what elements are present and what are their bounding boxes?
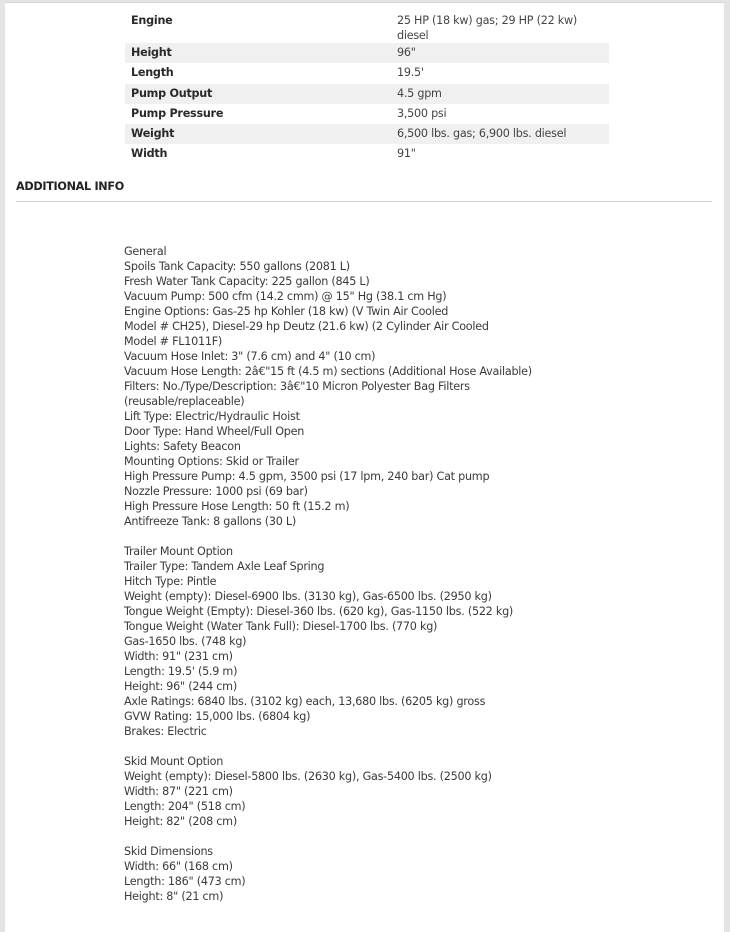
spec-label: Engine — [131, 14, 173, 27]
spec-label: Height — [125, 43, 391, 63]
info-line: Nozzle Pressure: 1000 psi (69 bar) — [124, 485, 308, 498]
info-line: Width: 66" (168 cm) — [124, 860, 233, 873]
info-line: Spoils Tank Capacity: 550 gallons (2081 L) — [124, 260, 350, 273]
info-line: Gas-1650 lbs. (748 kg) — [124, 635, 247, 648]
info-line: Brakes: Electric — [124, 725, 207, 738]
spec-value: 4.5 gpm — [391, 84, 609, 104]
info-line: Weight (empty): Diesel-5800 lbs. (2630 kg), Gas-5400 lbs. (2500 kg) — [124, 770, 492, 783]
spec-row — [125, 63, 609, 83]
info-line: Length: 19.5' (5.9 m) — [124, 665, 238, 678]
info-group — [124, 844, 544, 904]
spec-value: 91" — [397, 147, 416, 161]
additional-info-heading: ADDITIONAL INFO — [16, 180, 124, 193]
info-line: Model # CH25), Diesel-29 hp Deutz (21.6 kw) (2 Cylinder Air Cooled — [124, 320, 489, 333]
info-group — [124, 544, 544, 739]
content-card — [5, 2, 724, 932]
spec-label: Length — [131, 66, 174, 80]
spec-label: Pump Pressure — [131, 106, 224, 120]
info-line: Tongue Weight (Water Tank Full): Diesel-1700 lbs. (770 kg) — [124, 620, 438, 633]
info-line: Lift Type: Electric/Hydraulic Hoist — [124, 410, 300, 423]
info-line: Trailer Type: Tandem Axle Leaf Spring — [124, 560, 325, 573]
info-line: Height: 8" (21 cm) — [124, 890, 224, 903]
specifications-table — [125, 11, 609, 165]
info-line: Door Type: Hand Wheel/Full Open — [124, 425, 305, 438]
info-line: Width: 87" (221 cm) — [124, 785, 233, 798]
info-line: Filters: No./Type/Description: 3â€"10 Micron Polyester Bag Filters — [124, 380, 470, 393]
spec-row — [125, 104, 609, 124]
info-line: Tongue Weight (Empty): Diesel-360 lbs. (620 kg), Gas-1150 lbs. (522 kg) — [124, 605, 514, 618]
spec-row — [125, 84, 609, 104]
info-line: Model # FL1011F) — [124, 335, 223, 348]
spec-value: 25 HP (18 kw) gas; 29 HP (22 kw) diesel — [397, 14, 577, 42]
info-line: (reusable/replaceable) — [124, 395, 245, 408]
info-line: Hitch Type: Pintle — [124, 575, 217, 588]
info-line: Vacuum Hose Inlet: 3" (7.6 cm) and 4" (10 cm) — [124, 350, 376, 363]
spec-row — [125, 144, 609, 164]
spec-row — [125, 11, 609, 43]
info-line: Vacuum Hose Length: 2â€"15 ft (4.5 m) sections (Additional Hose Available) — [124, 365, 532, 378]
info-group — [124, 244, 544, 529]
info-line: Mounting Options: Skid or Trailer — [124, 455, 299, 468]
info-line: Length: 204" (518 cm) — [124, 800, 246, 813]
spec-value: 3,500 psi — [397, 106, 447, 120]
info-line: High Pressure Hose Length: 50 ft (15.2 m) — [124, 500, 350, 513]
spec-label: Pump Output — [125, 84, 391, 104]
info-line: Engine Options: Gas-25 hp Kohler (18 kw) (V Twin Air Cooled — [124, 305, 449, 318]
info-group — [124, 754, 544, 829]
info-line: Height: 96" (244 cm) — [124, 680, 237, 693]
spec-row — [125, 124, 609, 144]
info-group-heading: Skid Mount Option — [124, 755, 224, 768]
info-line: Antifreeze Tank: 8 gallons (30 L) — [124, 515, 297, 528]
info-line: Axle Ratings: 6840 lbs. (3102 kg) each, 13,680 lbs. (6205 kg) gross — [124, 695, 486, 708]
info-line: Lights: Safety Beacon — [124, 440, 241, 453]
additional-info-content — [124, 244, 544, 919]
spec-value: 96" — [391, 43, 609, 63]
info-line: Width: 91" (231 cm) — [124, 650, 233, 663]
spec-value: 19.5' — [397, 66, 424, 80]
info-group-heading: Trailer Mount Option — [124, 545, 233, 558]
spec-label: Width — [131, 147, 168, 161]
spec-value: 6,500 lbs. gas; 6,900 lbs. diesel — [391, 124, 609, 144]
info-group-heading: Skid Dimensions — [124, 845, 213, 858]
info-line: Vacuum Pump: 500 cfm (14.2 cmm) @ 15" Hg (38.1 cm Hg) — [124, 290, 447, 303]
info-line: GVW Rating: 15,000 lbs. (6804 kg) — [124, 710, 311, 723]
spec-row — [125, 43, 609, 63]
info-line: Length: 186" (473 cm) — [124, 875, 246, 888]
spec-label: Weight — [125, 124, 391, 144]
info-line: Weight (empty): Diesel-6900 lbs. (3130 kg), Gas-6500 lbs. (2950 kg) — [124, 590, 492, 603]
info-line: Height: 82" (208 cm) — [124, 815, 237, 828]
info-line: High Pressure Pump: 4.5 gpm, 3500 psi (17 lpm, 240 bar) Cat pump — [124, 470, 490, 483]
info-line: Fresh Water Tank Capacity: 225 gallon (845 L) — [124, 275, 370, 288]
section-divider — [16, 201, 712, 202]
info-group-heading: General — [124, 245, 167, 258]
